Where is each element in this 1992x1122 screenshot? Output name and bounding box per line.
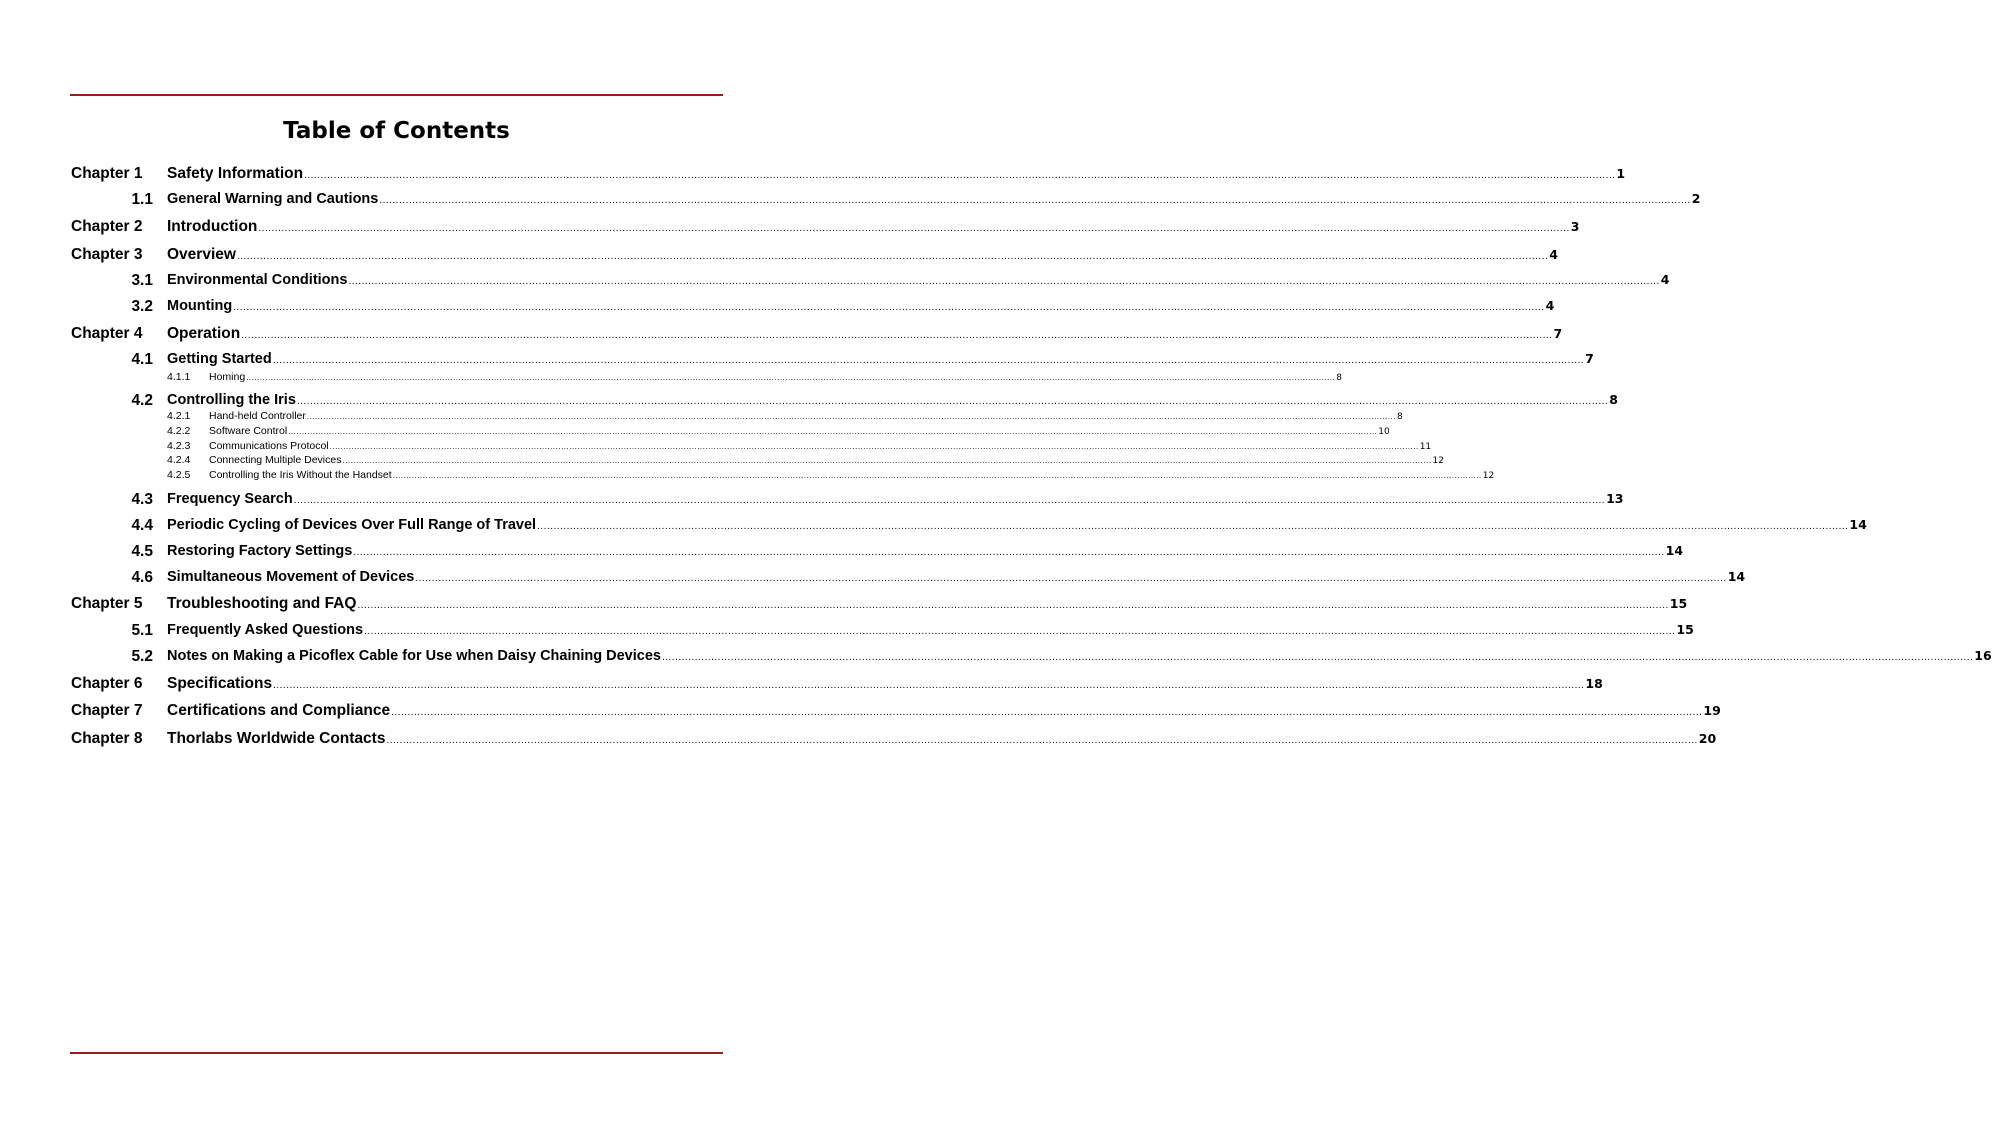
dot-leader: ................................................................................................................................................................................................................................................................................................................................................................................................................ <box>246 373 1336 382</box>
dot-leader: ................................................................................................................................................................................................................................................................................................................................................................................................................ <box>288 427 1378 436</box>
toc-entry-number: Chapter 2 <box>71 218 143 235</box>
toc-entry[interactable] <box>167 298 1555 314</box>
toc-entry-number: 4.2.2 <box>167 425 191 437</box>
dot-leader: ................................................................................................................................................................................................................................................................................................................................................................................................................ <box>379 195 1691 206</box>
toc-entry-title: General Warning and Cautions <box>167 191 379 207</box>
toc-entry[interactable] <box>167 595 1688 613</box>
dot-leader: ................................................................................................................................................................................................................................................................................................................................................................................................................ <box>258 223 1570 234</box>
toc-entry-title: Troubleshooting and FAQ <box>167 595 357 612</box>
toc-page-number: 8 <box>1336 373 1342 383</box>
toc-entry[interactable] <box>209 410 1403 422</box>
toc-entry-number: Chapter 7 <box>71 702 143 719</box>
toc-entry-number: Chapter 4 <box>71 325 143 342</box>
toc-entry-title: Hand-held Controller <box>209 410 306 422</box>
toc-entry[interactable] <box>167 191 1701 207</box>
dot-leader: ................................................................................................................................................................................................................................................................................................................................................................................................................ <box>348 276 1660 287</box>
toc-entry[interactable] <box>167 648 1992 664</box>
dot-leader: ................................................................................................................................................................................................................................................................................................................................................................................................................ <box>661 652 1974 663</box>
dot-leader: ................................................................................................................................................................................................................................................................................................................................................................................................................ <box>415 573 1727 584</box>
toc-entry-title: Periodic Cycling of Devices Over Full Range of Travel <box>167 517 537 533</box>
toc-page-number: 15 <box>1676 622 1694 637</box>
toc-entry[interactable] <box>209 440 1432 452</box>
toc-entry-number: 4.2.5 <box>167 469 191 481</box>
footer-rule <box>70 1052 723 1054</box>
toc-page-number: 15 <box>1669 596 1688 611</box>
dot-leader: ................................................................................................................................................................................................................................................................................................................................................................................................................ <box>364 626 1676 637</box>
toc-entry-title: Frequency Search <box>167 491 293 507</box>
dot-leader: ................................................................................................................................................................................................................................................................................................................................................................................................................ <box>304 170 1616 181</box>
toc-entry-title: Controlling the Iris <box>167 392 296 408</box>
toc-entry-number: 4.2.1 <box>167 410 191 422</box>
toc-entry[interactable] <box>167 246 1558 264</box>
toc-entry-number: Chapter 1 <box>71 165 143 182</box>
toc-page-number: 3 <box>1570 219 1580 234</box>
toc-entry[interactable] <box>167 702 1721 720</box>
toc-entry-number: 4.6 <box>131 569 153 586</box>
toc-entry-title: Communications Protocol <box>209 440 329 452</box>
toc-entry-title: Frequently Asked Questions <box>167 622 364 638</box>
dot-leader: ................................................................................................................................................................................................................................................................................................................................................................................................................ <box>296 396 1609 407</box>
dot-leader: ................................................................................................................................................................................................................................................................................................................................................................................................................ <box>236 251 1549 262</box>
toc-entry[interactable] <box>167 218 1580 236</box>
toc-entry-number: 4.2 <box>131 392 153 409</box>
dot-leader: ................................................................................................................................................................................................................................................................................................................................................................................................................ <box>272 355 1585 366</box>
toc-page-number: 1 <box>1616 166 1626 181</box>
dot-leader: ................................................................................................................................................................................................................................................................................................................................................................................................................ <box>241 330 1553 341</box>
toc-entry-number: 4.3 <box>131 491 153 508</box>
toc-page-number: 13 <box>1606 491 1624 506</box>
page-title: Table of Contents <box>283 118 510 144</box>
toc-page-number: 7 <box>1585 351 1594 366</box>
toc-page-number: 18 <box>1585 676 1603 691</box>
toc-entry[interactable] <box>167 675 1603 693</box>
toc-page-number: 2 <box>1691 191 1701 206</box>
toc-page-number: 14 <box>1665 543 1684 558</box>
toc-entry[interactable] <box>167 622 1694 638</box>
toc-entry-title: Software Control <box>209 425 288 437</box>
toc-entry[interactable] <box>167 325 1563 343</box>
toc-entry-title: Simultaneous Movement of Devices <box>167 569 415 585</box>
toc-page-number: 19 <box>1703 703 1721 718</box>
toc-entry-title: Certifications and Compliance <box>167 702 391 719</box>
toc-page-number: 11 <box>1419 442 1432 452</box>
toc-entry-number: Chapter 3 <box>71 246 143 263</box>
toc-entry[interactable] <box>209 454 1444 466</box>
dot-leader: ................................................................................................................................................................................................................................................................................................................................................................................................................ <box>386 735 1698 746</box>
toc-entry-number: Chapter 5 <box>71 595 143 612</box>
toc-entry[interactable] <box>167 272 1670 288</box>
toc-page-number: 8 <box>1609 392 1618 407</box>
toc-entry-number: 3.2 <box>131 298 153 315</box>
toc-entry-number: 1.1 <box>131 191 153 208</box>
toc-entry[interactable] <box>167 491 1624 507</box>
dot-leader: ................................................................................................................................................................................................................................................................................................................................................................................................................ <box>233 302 1545 313</box>
toc-entry-title: Connecting Multiple Devices <box>209 454 342 466</box>
toc-entry[interactable] <box>209 425 1390 437</box>
dot-leader: ................................................................................................................................................................................................................................................................................................................................................................................................................ <box>273 680 1585 691</box>
header-rule <box>70 94 723 96</box>
toc-entry-title: Getting Started <box>167 351 272 367</box>
toc-entry-title: Environmental Conditions <box>167 272 348 288</box>
toc-entry-title: Homing <box>209 371 246 383</box>
toc-entry[interactable] <box>167 569 1746 585</box>
dot-leader: ................................................................................................................................................................................................................................................................................................................................................................................................................ <box>537 521 1849 532</box>
dot-leader: ................................................................................................................................................................................................................................................................................................................................................................................................................ <box>357 600 1669 611</box>
dot-leader: ................................................................................................................................................................................................................................................................................................................................................................................................................ <box>391 707 1703 718</box>
toc-entry-title: Mounting <box>167 298 233 314</box>
toc-entry[interactable] <box>209 371 1342 383</box>
toc-page-number: 4 <box>1549 247 1558 262</box>
toc-entry[interactable] <box>167 165 1626 183</box>
toc-entry-title: Notes on Making a Picoflex Cable for Use when Daisy Chaining Devices <box>167 648 661 664</box>
toc-page-number: 12 <box>1432 456 1444 466</box>
toc-page-number: 12 <box>1482 471 1495 481</box>
toc-entry-number: 5.2 <box>131 648 153 665</box>
toc-entry-number: Chapter 6 <box>71 675 143 692</box>
toc-entry[interactable] <box>167 543 1684 559</box>
toc-entry[interactable] <box>209 469 1495 481</box>
toc-entry[interactable] <box>167 517 1867 533</box>
toc-entry-number: 4.2.4 <box>167 454 191 466</box>
toc-entry-number: 4.2.3 <box>167 440 191 452</box>
toc-entry-number: 4.4 <box>131 517 153 534</box>
toc-page-number: 16 <box>1974 648 1992 663</box>
dot-leader: ................................................................................................................................................................................................................................................................................................................................................................................................................ <box>353 547 1665 558</box>
toc-entry-title: Overview <box>167 246 236 263</box>
toc-entry[interactable] <box>167 392 1618 408</box>
toc-entry-title: Restoring Factory Settings <box>167 543 353 559</box>
dot-leader: ................................................................................................................................................................................................................................................................................................................................................................................................................ <box>342 456 1432 465</box>
toc-page-number: 14 <box>1727 569 1746 584</box>
dot-leader: ................................................................................................................................................................................................................................................................................................................................................................................................................ <box>293 495 1606 506</box>
dot-leader: ................................................................................................................................................................................................................................................................................................................................................................................................................ <box>306 412 1396 421</box>
dot-leader: ................................................................................................................................................................................................................................................................................................................................................................................................................ <box>392 471 1482 480</box>
toc-entry-number: 3.1 <box>131 272 153 289</box>
toc-entry-title: Controlling the Iris Without the Handset <box>209 469 392 481</box>
toc-entry-title: Specifications <box>167 675 273 692</box>
toc-page-number: 4 <box>1660 272 1670 287</box>
toc-entry-number: 4.1.1 <box>167 371 191 383</box>
toc-page-number: 14 <box>1849 517 1867 532</box>
toc-entry-title: Operation <box>167 325 241 342</box>
toc-entry-title: Introduction <box>167 218 258 235</box>
toc-entry-number: 5.1 <box>131 622 153 639</box>
dot-leader: ................................................................................................................................................................................................................................................................................................................................................................................................................ <box>329 442 1419 451</box>
toc-page-number: 7 <box>1553 326 1563 341</box>
toc-entry-title: Thorlabs Worldwide Contacts <box>167 730 386 747</box>
toc-page-number: 8 <box>1396 412 1403 422</box>
toc-entry-number: 4.1 <box>131 351 153 368</box>
toc-entry-number: Chapter 8 <box>71 730 143 747</box>
toc-entry[interactable] <box>167 730 1717 748</box>
toc-entry-title: Safety Information <box>167 165 304 182</box>
toc-page-number: 20 <box>1698 731 1717 746</box>
toc-page-number: 10 <box>1378 427 1390 437</box>
toc-entry[interactable] <box>167 351 1594 367</box>
toc-entry-number: 4.5 <box>131 543 153 560</box>
toc-page-number: 4 <box>1545 298 1555 313</box>
